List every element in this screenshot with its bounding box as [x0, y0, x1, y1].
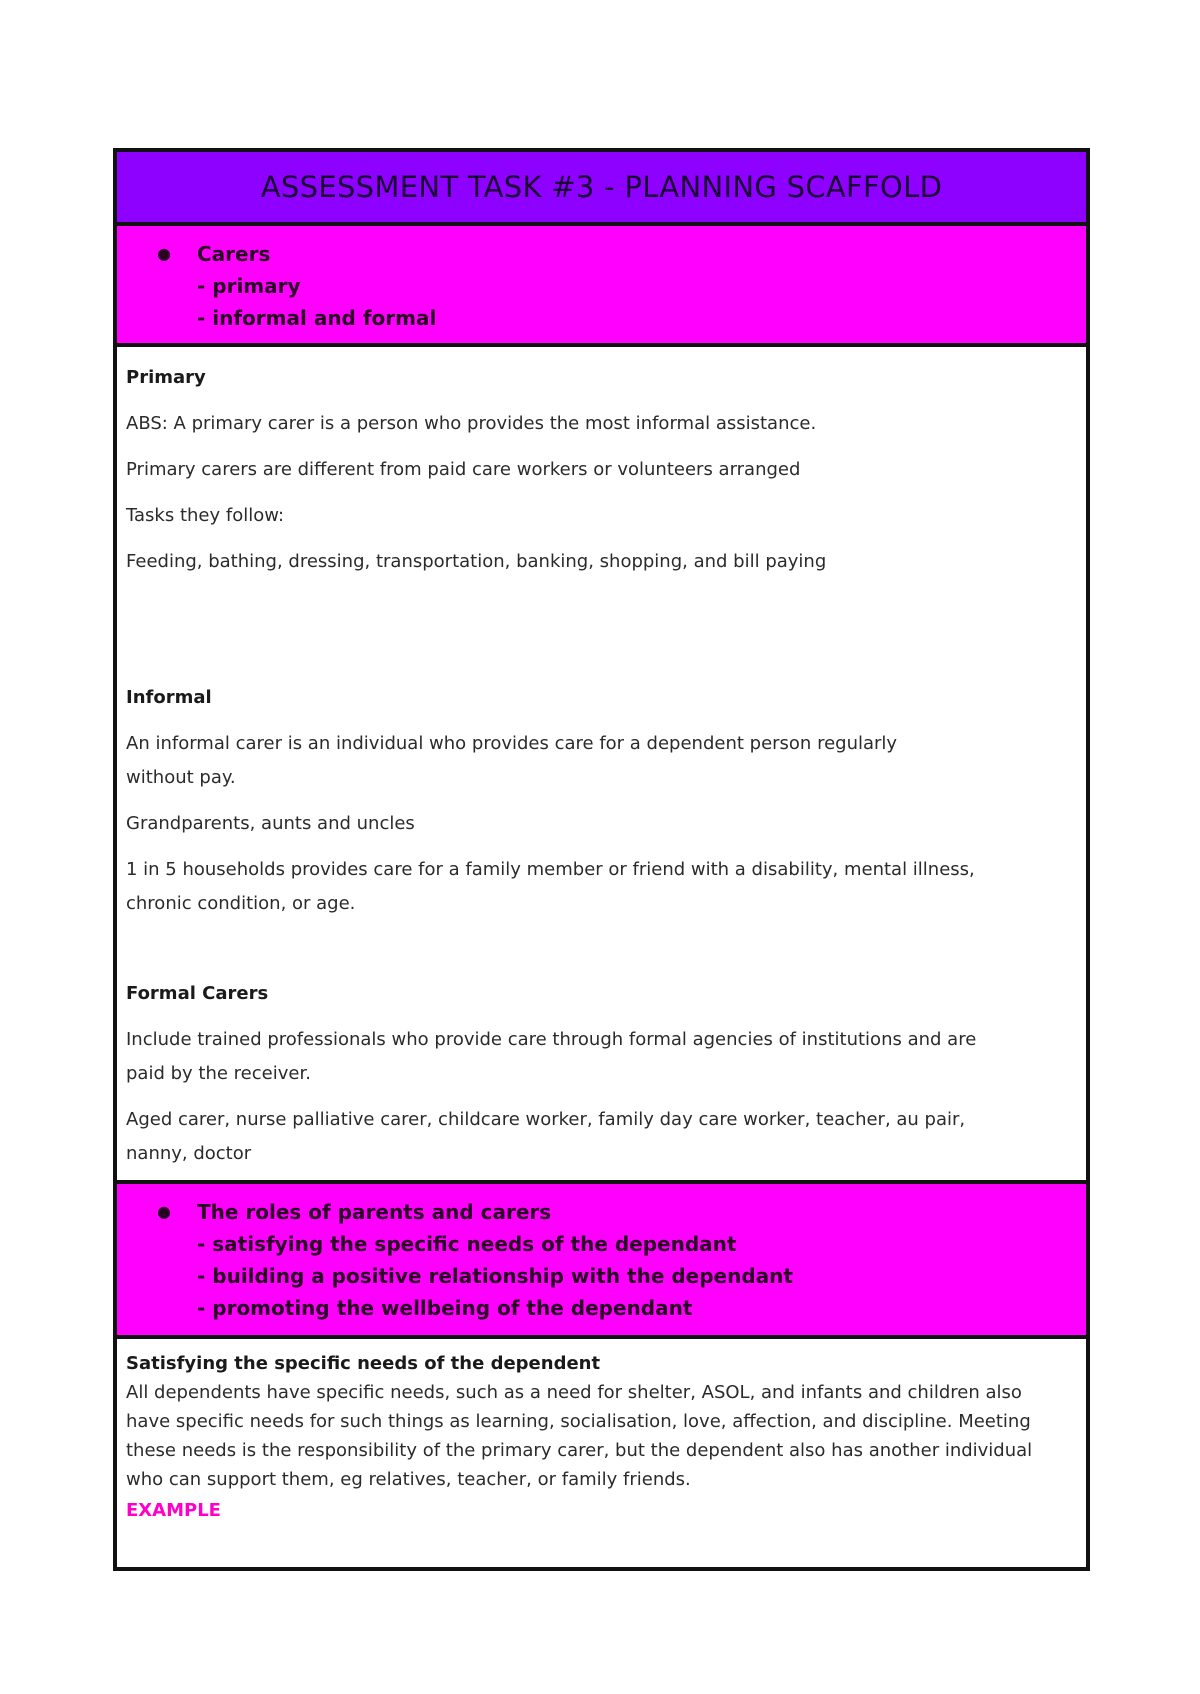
- page-title: ASSESSMENT TASK #3 - PLANNING SCAFFOLD: [260, 170, 943, 204]
- topic-sub-item: - satisfying the specific needs of the dependant: [197, 1232, 737, 1256]
- primary-paragraph: Feeding, bathing, dressing, transportation, banking, shopping, and bill paying: [126, 551, 827, 572]
- roles-topic-row: [117, 1184, 1086, 1339]
- primary-paragraph: Primary carers are different from paid care workers or volunteers arranged: [126, 459, 801, 480]
- roles-topic-list: [157, 1196, 1086, 1324]
- carers-topic-row: [117, 226, 1086, 347]
- spacer: [126, 591, 1076, 681]
- formal-heading: Formal Carers: [126, 983, 269, 1004]
- informal-heading: Informal: [126, 687, 212, 708]
- roles-notes-row: [117, 1339, 1086, 1567]
- informal-paragraph: Grandparents, aunts and uncles: [126, 813, 415, 834]
- spacer: [126, 933, 1076, 977]
- topic-sub-item: - promoting the wellbeing of the dependant: [197, 1296, 693, 1320]
- carers-topic-list: [157, 238, 1086, 334]
- needs-paragraph: All dependents have specific needs, such as a need for shelter, ASOL, and infants and children also have specific needs for such things as learning, socialisation, love, affection, and discipline. Meeting these needs is the responsibility of the primary carer, but the dependent also has another individual who can support them, eg relatives, teacher, or family friends.: [126, 1382, 1033, 1490]
- topic-bullet: [157, 238, 1086, 270]
- topic-label: Carers: [197, 242, 271, 266]
- topic-sub-item: - building a positive relationship with the dependant: [197, 1264, 793, 1288]
- formal-paragraph: Aged carer, nurse palliative carer, childcare worker, family day care worker, teacher, au pair, nanny, doctor: [126, 1109, 966, 1164]
- primary-paragraph: Tasks they follow:: [126, 505, 285, 526]
- topic-bullet: [157, 1196, 1086, 1228]
- example-label: EXAMPLE: [126, 1500, 221, 1521]
- title-row: [117, 152, 1086, 226]
- needs-heading: Satisfying the specific needs of the dependent: [126, 1353, 601, 1374]
- topic-sub-item: - informal and formal: [197, 306, 437, 330]
- carers-notes-row: [117, 347, 1086, 1184]
- informal-paragraph: 1 in 5 households provides care for a family member or friend with a disability, mental illness, chronic condition, or age.: [126, 859, 975, 914]
- bullet-dot-icon: ●: [157, 244, 171, 263]
- topic-label: The roles of parents and carers: [197, 1200, 552, 1224]
- formal-paragraph: Include trained professionals who provide care through formal agencies of institutions and are paid by the receiver.: [126, 1029, 977, 1084]
- informal-paragraph: An informal carer is an individual who provides care for a dependent person regularly without pay.: [126, 733, 898, 788]
- bullet-dot-icon: ●: [157, 1202, 171, 1221]
- topic-sub-item: - primary: [197, 274, 301, 298]
- primary-paragraph: ABS: A primary carer is a person who provides the most informal assistance.: [126, 413, 817, 434]
- planning-scaffold-table: [113, 148, 1090, 1571]
- primary-heading: Primary: [126, 367, 206, 388]
